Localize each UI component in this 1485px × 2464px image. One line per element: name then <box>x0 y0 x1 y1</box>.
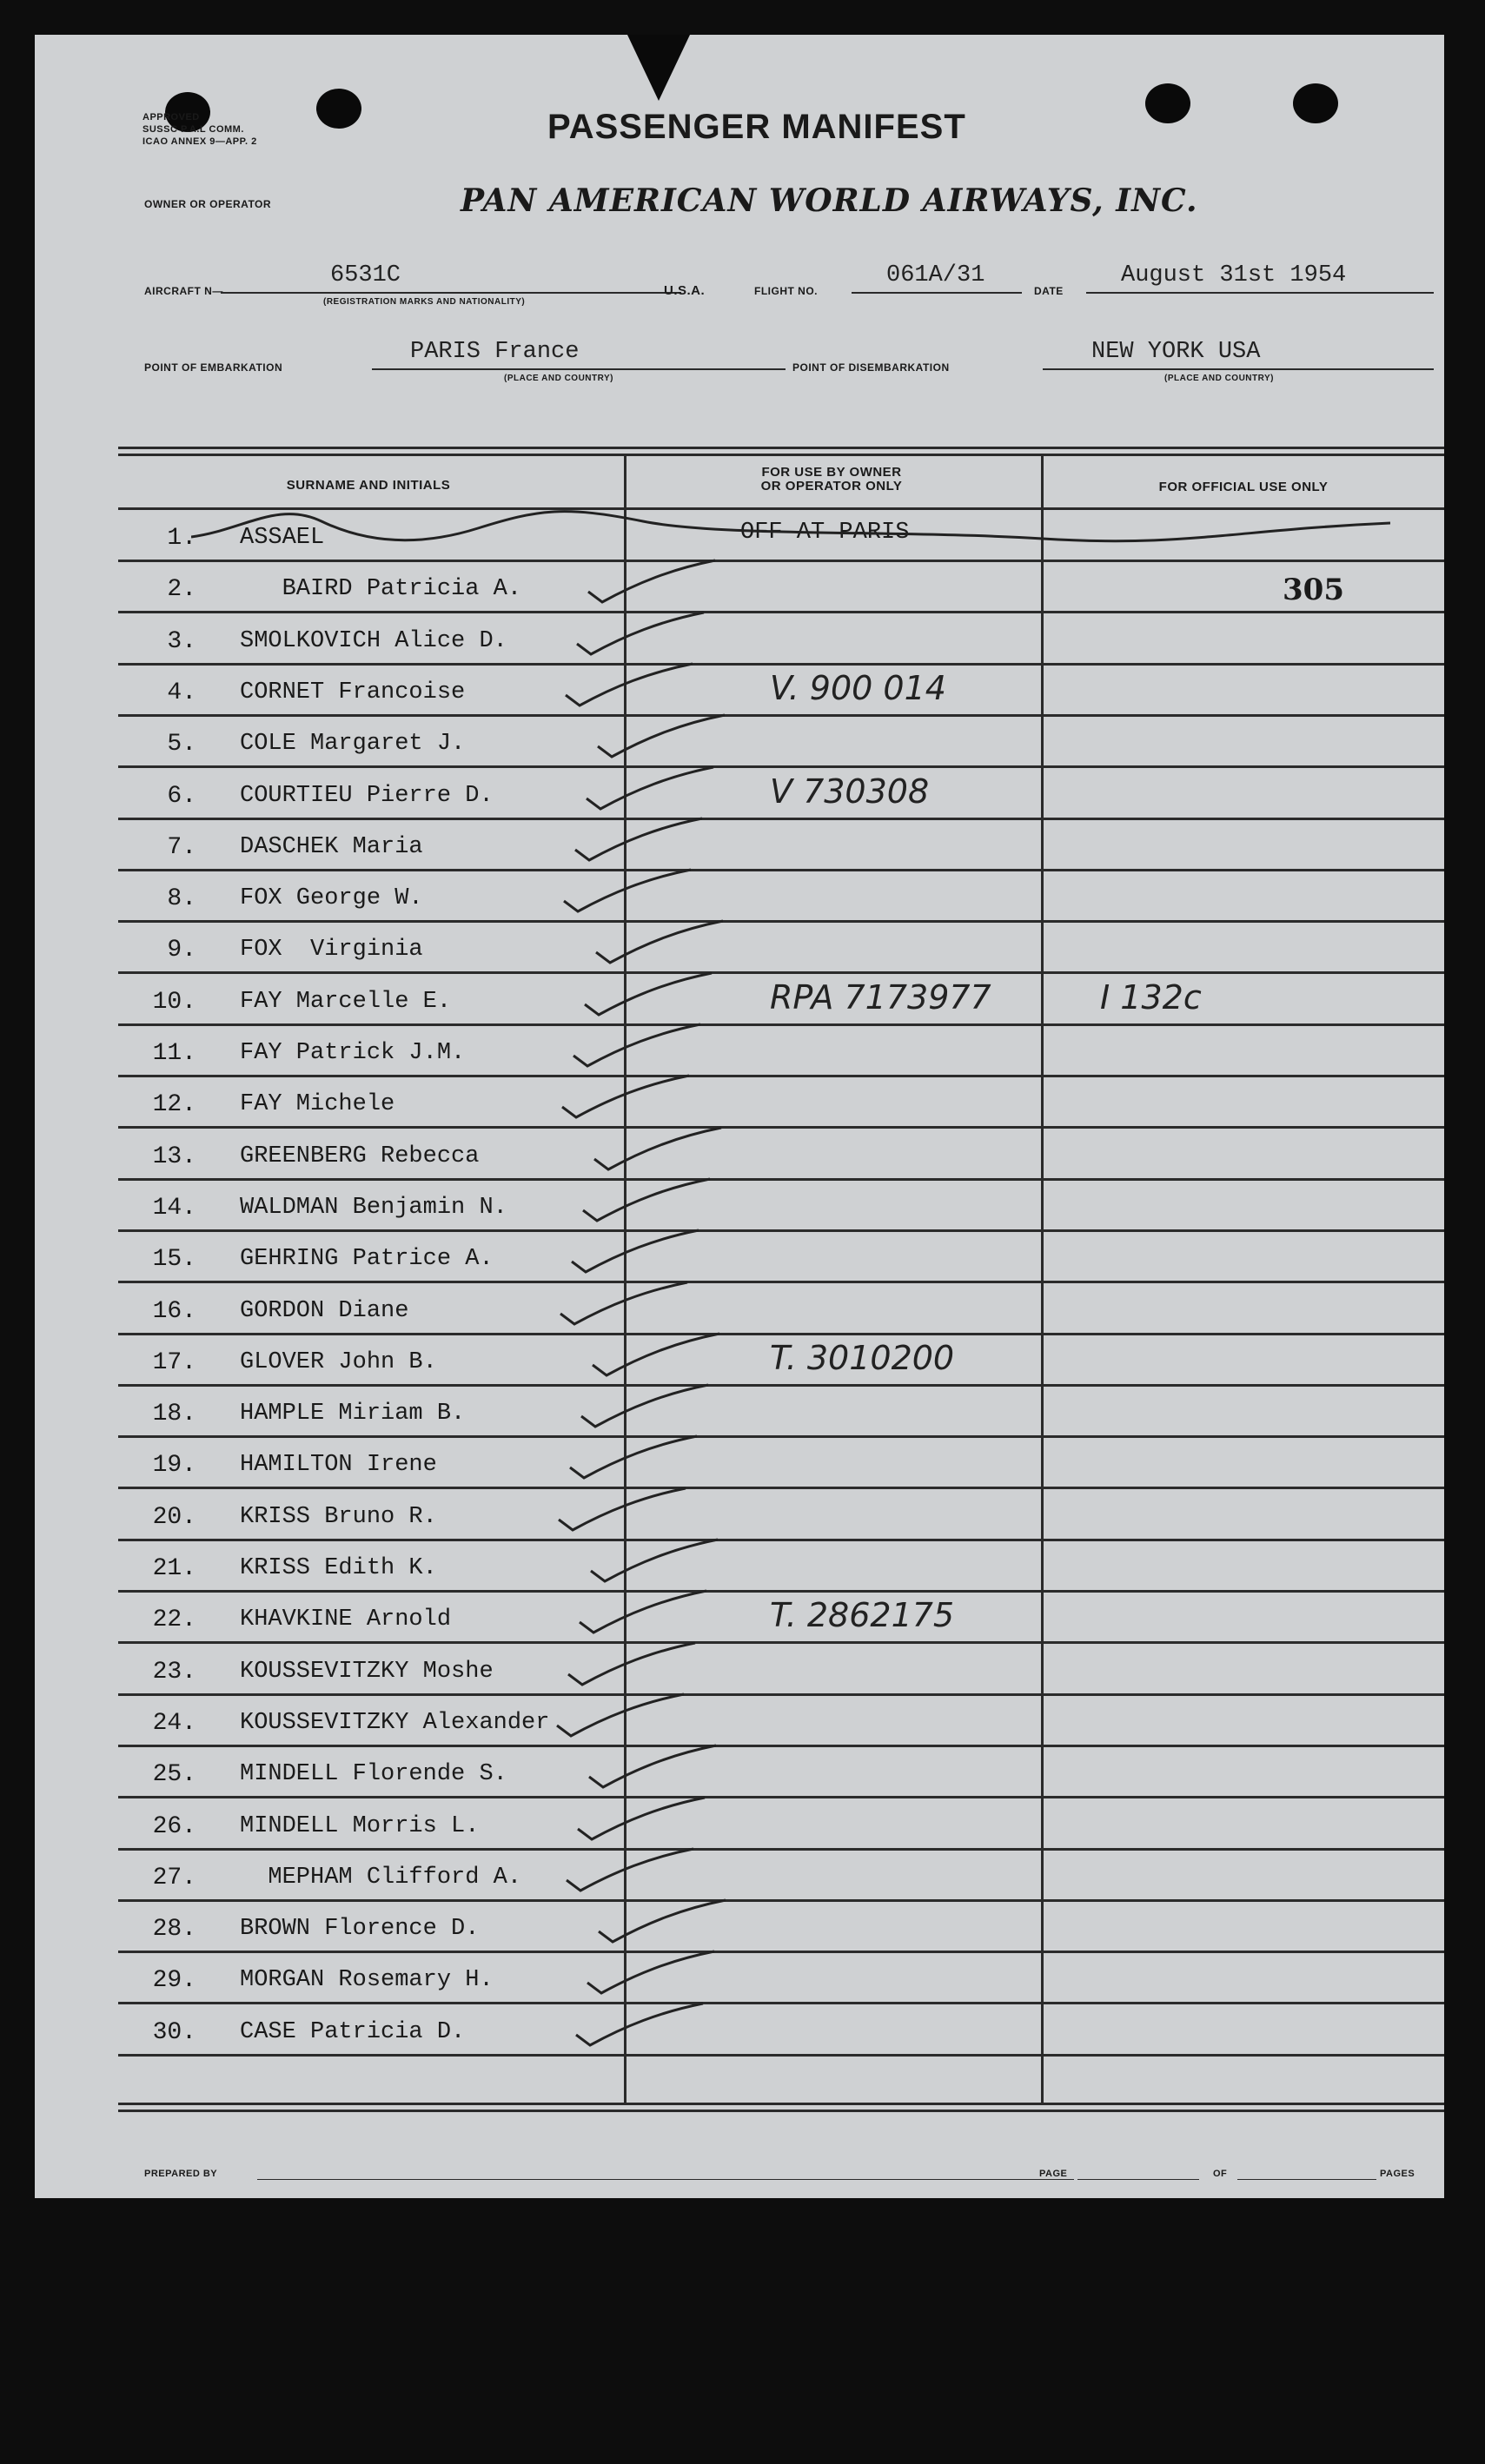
check-mark-icon <box>593 917 732 970</box>
table-row <box>118 1387 1444 1438</box>
row-number: 26. <box>152 1812 196 1840</box>
table-row <box>118 1181 1444 1232</box>
check-mark-icon <box>576 1587 715 1639</box>
row-number: 18. <box>152 1401 196 1428</box>
official-note: I 132c <box>1100 977 1202 1017</box>
row-number: 11. <box>152 1040 196 1067</box>
passenger-name: WALDMAN Benjamin N. <box>240 1194 507 1221</box>
row-number: 17. <box>152 1348 196 1376</box>
prepared-by-rule <box>257 2179 1074 2180</box>
passenger-name: HAMPLE Miriam B. <box>240 1401 466 1427</box>
check-mark-icon <box>594 712 733 764</box>
passenger-name: GORDON Diane <box>240 1297 409 1324</box>
row-number: 20. <box>152 1503 196 1531</box>
table-row <box>118 1541 1444 1593</box>
passenger-name: GREENBERG Rebecca <box>240 1143 480 1169</box>
row-number: 30. <box>152 2018 196 2046</box>
row-number: 29. <box>152 1967 196 1995</box>
table-row <box>118 1026 1444 1077</box>
table-bottom-rule <box>118 2103 1444 2105</box>
table-row <box>118 769 1444 820</box>
of-label: OF <box>1213 2169 1228 2179</box>
row-rule <box>118 2054 1444 2057</box>
row-number: 6. <box>167 782 196 810</box>
check-mark-icon <box>578 1381 717 1434</box>
row-number: 25. <box>152 1761 196 1789</box>
table-row <box>118 614 1444 666</box>
check-mark-icon <box>559 1072 698 1124</box>
date-label: DATE <box>1034 285 1064 297</box>
check-mark-icon <box>595 1897 734 1949</box>
check-mark-icon <box>568 1227 707 1279</box>
table-row <box>118 1077 1444 1129</box>
disembark-label: POINT OF DISEMBARKATION <box>792 361 950 374</box>
table-row <box>118 717 1444 768</box>
check-mark-icon <box>573 2000 712 2052</box>
table-row <box>118 1129 1444 1181</box>
passenger-name: GLOVER John B. <box>240 1348 437 1375</box>
disembark-note: (PLACE AND COUNTRY) <box>1164 374 1274 383</box>
punch-hole <box>1293 83 1338 123</box>
punch-hole <box>1145 83 1190 123</box>
table-row <box>118 1438 1444 1489</box>
row-number: 14. <box>152 1194 196 1222</box>
passenger-name: COURTIEU Pierre D. <box>240 782 494 809</box>
passenger-name: KOUSSEVITZKY Alexander <box>240 1709 550 1736</box>
check-mark-icon <box>591 1124 730 1176</box>
row-number: 24. <box>152 1709 196 1737</box>
check-mark-icon <box>557 1279 696 1331</box>
passenger-name: MEPHAM Clifford A. <box>240 1864 522 1891</box>
check-mark-icon <box>580 1176 719 1228</box>
table-row <box>118 666 1444 717</box>
passenger-name: HAMILTON Irene <box>240 1452 437 1479</box>
check-mark-icon <box>584 1948 723 2000</box>
aircraft-label: AIRCRAFT N— <box>144 285 223 297</box>
table-row <box>118 1490 1444 1541</box>
official-note: 305 <box>1283 573 1344 608</box>
embark-note: (PLACE AND COUNTRY) <box>504 374 613 383</box>
row-number: 7. <box>167 833 196 861</box>
table-row <box>118 1645 1444 1696</box>
page-rule <box>1077 2179 1199 2180</box>
approval-stamp <box>143 111 257 148</box>
row-number: 15. <box>152 1246 196 1274</box>
check-mark-icon <box>573 609 713 661</box>
check-mark-icon <box>562 660 701 712</box>
embark-rule <box>372 368 786 370</box>
table-row <box>118 1232 1444 1283</box>
flight-value: 061A/31 <box>886 262 985 288</box>
row-number: 8. <box>167 885 196 913</box>
column-header-surname: SURNAME AND INITIALS <box>286 478 451 493</box>
column-header-owner-line: FOR USE BY OWNER <box>761 465 902 480</box>
date-value: August 31st 1954 <box>1121 262 1347 288</box>
row-number: 16. <box>152 1297 196 1325</box>
passenger-name: DASCHEK Maria <box>240 833 423 860</box>
passenger-name: BROWN Florence D. <box>240 1916 480 1943</box>
row-number: 22. <box>152 1606 196 1634</box>
passenger-name: MINDELL Florende S. <box>240 1761 507 1788</box>
table-row <box>118 562 1444 613</box>
check-mark-icon <box>585 557 724 609</box>
check-mark-icon <box>583 764 722 816</box>
passenger-name: ASSAEL <box>240 525 325 551</box>
row-number: 9. <box>167 937 196 964</box>
row-number: 21. <box>152 1555 196 1582</box>
passenger-name: KOUSSEVITZKY Moshe <box>240 1658 494 1685</box>
table-row <box>118 1902 1444 1953</box>
table-row <box>118 820 1444 871</box>
date-rule <box>1086 292 1434 294</box>
operator-note: OFF AT PARIS <box>740 520 910 546</box>
aircraft-value: 6531C <box>330 262 401 288</box>
passenger-name: CASE Patricia D. <box>240 2018 466 2045</box>
page-label: PAGE <box>1039 2169 1068 2179</box>
check-mark-icon <box>567 1433 706 1485</box>
table-row <box>118 1747 1444 1798</box>
operator-note: T. 3010200 <box>770 1338 955 1377</box>
table-row <box>118 1696 1444 1747</box>
check-mark-icon <box>574 1794 713 1846</box>
operator-note: V. 900 014 <box>770 668 946 707</box>
check-mark-icon <box>554 1691 693 1743</box>
table-bottom-rule <box>118 2110 1444 2112</box>
table-row <box>118 923 1444 974</box>
torn-notch <box>627 35 690 101</box>
of-rule <box>1237 2179 1376 2180</box>
passenger-name: KRISS Edith K. <box>240 1555 437 1581</box>
operator-note: V 730308 <box>770 772 930 811</box>
row-number: 2. <box>167 576 196 604</box>
passenger-name: FOX Virginia <box>240 937 423 964</box>
row-number: 13. <box>152 1143 196 1170</box>
check-mark-icon <box>587 1536 726 1588</box>
stamp-line: APPROVED <box>143 112 200 123</box>
row-number: 5. <box>167 731 196 758</box>
stamp-line: ICAO ANNEX 9—APP. 2 <box>143 136 257 147</box>
passenger-name: MORGAN Rosemary H. <box>240 1967 494 1994</box>
table-row <box>118 1953 1444 2004</box>
row-number: 12. <box>152 1091 196 1119</box>
aircraft-rule <box>221 292 681 294</box>
passenger-name: CORNET Francoise <box>240 679 466 705</box>
country-label: U.S.A. <box>664 283 706 298</box>
table-top-rule <box>118 447 1444 449</box>
check-mark-icon <box>563 1845 702 1898</box>
passenger-name: SMOLKOVICH Alice D. <box>240 627 507 654</box>
table-top-rule <box>118 454 1444 456</box>
table-row <box>118 1284 1444 1335</box>
row-number: 10. <box>152 988 196 1016</box>
column-header-owner-line: OR OPERATOR ONLY <box>760 479 903 493</box>
passenger-name: FAY Marcelle E. <box>240 988 452 1015</box>
column-header-owner <box>626 466 1038 493</box>
operator-note: RPA 7173977 <box>770 977 991 1017</box>
table-row <box>118 1335 1444 1387</box>
disembark-rule <box>1043 368 1434 370</box>
passenger-name: FOX George W. <box>240 885 423 912</box>
check-mark-icon <box>555 1485 694 1537</box>
table-row <box>118 2005 1444 2057</box>
punch-hole <box>316 89 361 129</box>
prepared-by-label: PREPARED BY <box>144 2169 218 2179</box>
check-mark-icon <box>586 1742 725 1794</box>
operator-note: T. 2862175 <box>770 1596 955 1635</box>
table-row <box>118 975 1444 1026</box>
owner-value: PAN AMERICAN WORLD AIRWAYS, INC. <box>461 182 1198 219</box>
check-mark-icon <box>570 1021 709 1073</box>
passenger-name: FAY Michele <box>240 1091 395 1118</box>
flight-label: FLIGHT NO. <box>754 285 818 297</box>
row-number: 4. <box>167 679 196 706</box>
passenger-name: KHAVKINE Arnold <box>240 1606 452 1633</box>
passenger-name: BAIRD Patricia A. <box>240 576 522 603</box>
flight-rule <box>852 292 1022 294</box>
owner-label: OWNER OR OPERATOR <box>144 198 272 210</box>
table-row <box>118 1799 1444 1851</box>
row-number: 27. <box>152 1864 196 1891</box>
row-number: 23. <box>152 1658 196 1686</box>
embark-label: POINT OF EMBARKATION <box>144 361 283 374</box>
check-mark-icon <box>589 1330 728 1382</box>
passenger-name: MINDELL Morris L. <box>240 1812 480 1839</box>
manifest-sheet <box>35 35 1444 2198</box>
table-row <box>118 871 1444 923</box>
row-number: 1. <box>167 525 196 552</box>
disembark-value: NEW YORK USA <box>1091 339 1261 365</box>
passenger-name: COLE Margaret J. <box>240 731 466 758</box>
passenger-name: GEHRING Patrice A. <box>240 1246 494 1273</box>
check-mark-icon <box>560 866 699 918</box>
pages-label: PAGES <box>1380 2169 1415 2179</box>
row-number: 19. <box>152 1452 196 1480</box>
check-mark-icon <box>581 970 720 1022</box>
passenger-name: FAY Patrick J.M. <box>240 1040 466 1066</box>
table-row <box>118 1851 1444 1902</box>
table-row <box>118 1593 1444 1644</box>
check-mark-icon <box>572 815 711 867</box>
column-header-official: FOR OFFICIAL USE ONLY <box>1158 480 1329 494</box>
row-number: 3. <box>167 627 196 655</box>
stamp-line: SUSSC P.A.L COMM. <box>143 124 244 135</box>
row-number: 28. <box>152 1916 196 1944</box>
registration-note: (REGISTRATION MARKS AND NATIONALITY) <box>323 297 526 307</box>
passenger-name: KRISS Bruno R. <box>240 1503 437 1530</box>
page-title: PASSENGER MANIFEST <box>547 108 966 146</box>
check-mark-icon <box>565 1639 704 1692</box>
embark-value: PARIS France <box>410 339 580 365</box>
strike-through-line <box>191 504 1390 556</box>
